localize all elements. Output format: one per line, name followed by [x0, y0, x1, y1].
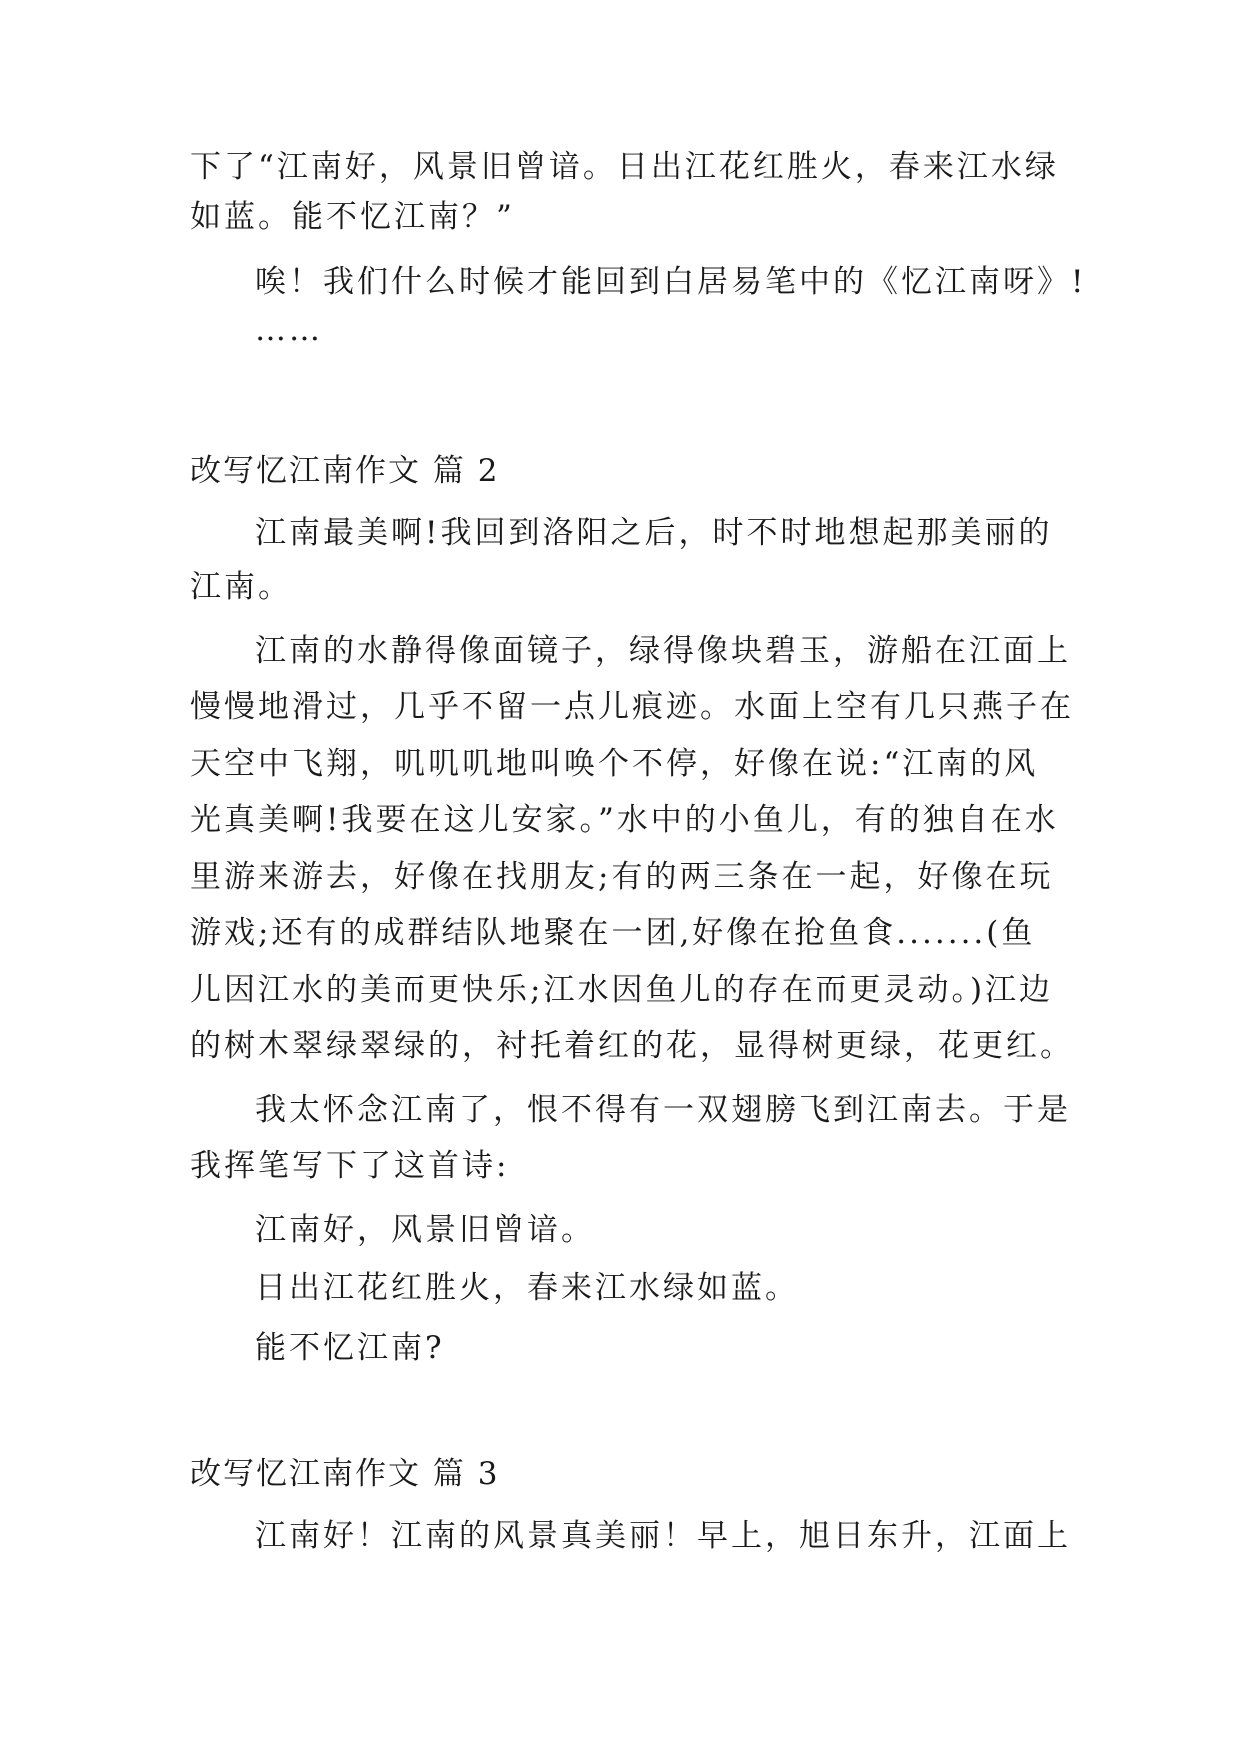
paragraph-line: 慢慢地滑过，几乎不留一点儿痕迹。水面上空有几只燕子在: [190, 689, 1074, 725]
paragraph-line: 儿因江水的美而更快乐;江水因鱼儿的存在而更灵动。)江边: [190, 972, 1054, 1008]
paragraph-line: 的树木翠绿翠绿的，衬托着红的花，显得树更绿，花更红。: [190, 1028, 1074, 1064]
paragraph-line: 光真美啊!我要在这儿安家。”水中的小鱼儿，有的独自在水: [190, 802, 1059, 838]
paragraph-line: 江南好！江南的风景真美丽！早上，旭日东升，江面上: [255, 1518, 1071, 1554]
paragraph-line: 江南最美啊!我回到洛阳之后，时不时地想起那美丽的: [255, 515, 1053, 551]
paragraph-line: 我挥笔写下了这首诗:: [190, 1148, 510, 1184]
paragraph-line: 唉！我们什么时候才能回到白居易笔中的《忆江南呀》!: [255, 264, 1087, 300]
paragraph-line: 下了“江南好，风景旧曾谙。日出江花红胜火，春来江水绿: [190, 149, 1059, 185]
paragraph-line: 江南。: [190, 569, 292, 605]
paragraph-line: 江南的水静得像面镜子，绿得像块碧玉，游船在江面上: [255, 633, 1071, 669]
paragraph-line: 里游来游去，好像在找朋友;有的两三条在一起，好像在玩: [190, 859, 1054, 895]
paragraph-line: 游戏;还有的成群结队地聚在一团,好像在抢鱼食.......(鱼: [190, 915, 1036, 951]
paragraph-line: 如蓝。能不忆江南？”: [190, 199, 515, 235]
section-heading-2: 改写忆江南作文 篇 2: [190, 453, 500, 489]
paragraph-line: 我太怀念江南了，恨不得有一双翅膀飞到江南去。于是: [255, 1092, 1071, 1128]
ellipsis-line: ……: [255, 312, 323, 348]
paragraph-line: 天空中飞翔，叽叽叽地叫唤个不停，好像在说:“江南的风: [190, 746, 1039, 782]
poem-line: 日出江花红胜火，春来江水绿如蓝。: [255, 1270, 799, 1306]
poem-line: 能不忆江南?: [255, 1330, 445, 1366]
section-heading-3: 改写忆江南作文 篇 3: [190, 1456, 500, 1492]
poem-line: 江南好，风景旧曾谙。: [255, 1212, 595, 1248]
